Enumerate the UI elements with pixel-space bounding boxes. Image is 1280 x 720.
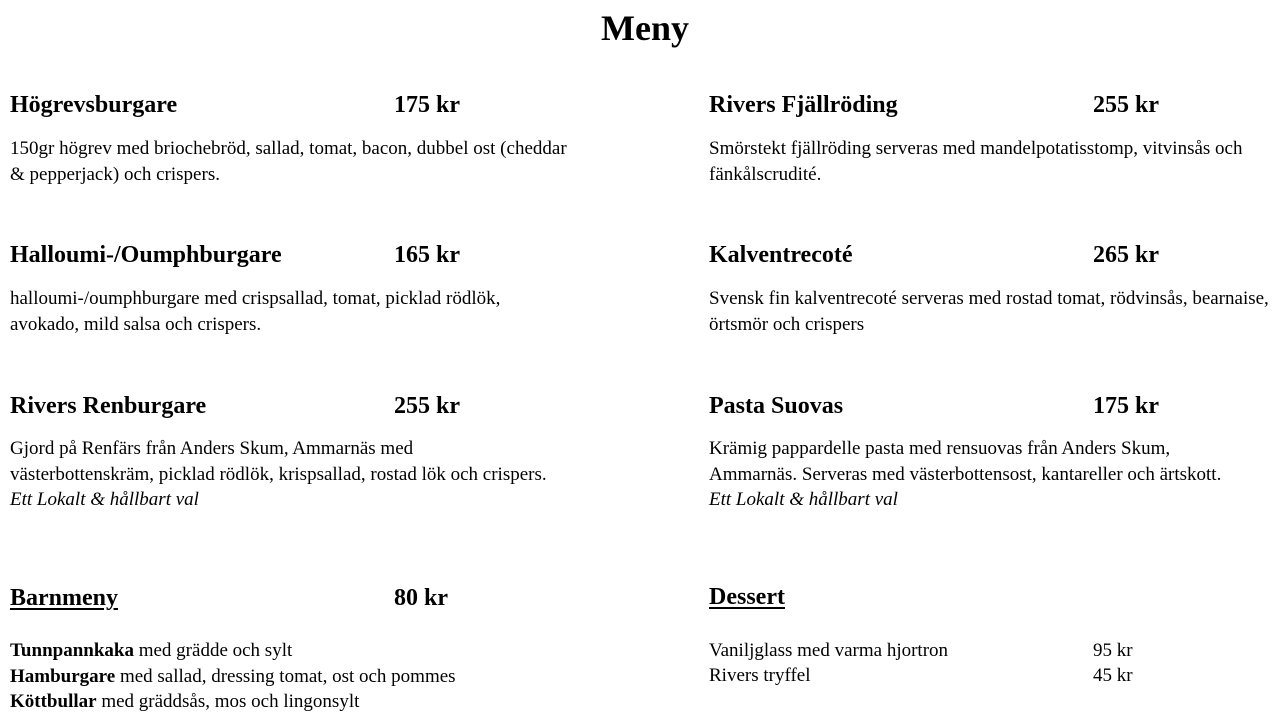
item-price: 175 kr: [1093, 393, 1159, 419]
kids-menu-item: [10, 664, 570, 690]
kids-menu-price: 80 kr: [394, 585, 448, 611]
item-description: 150gr högrev med briochebröd, sallad, tomat, bacon, dubbel ost (cheddar & pepperjack) och crispers.: [10, 138, 567, 185]
item-name: Högrevsburgare: [10, 92, 178, 118]
dessert-heading: Dessert: [709, 584, 785, 610]
item-description: Smörstekt fjällröding serveras med mandelpotatisstomp, vitvinsås och fänkålscrudité.: [709, 138, 1243, 185]
item-description-text: Gjord på Renfärs från Anders Skum, Ammarnäs med västerbottenskräm, picklad rödlök, krispsallad, rostad lök och crispers.: [10, 438, 547, 485]
item-name: Rivers Fjällröding: [709, 92, 898, 118]
kids-menu-heading: Barnmeny: [10, 585, 118, 611]
item-price: 265 kr: [1093, 242, 1159, 268]
item-name: Halloumi-/Oumphburgare: [10, 242, 282, 268]
item-price: 255 kr: [394, 393, 460, 419]
item-description: [10, 436, 555, 513]
page-title: Meny: [601, 8, 689, 48]
sustainability-note: Ett Lokalt & hållbart val: [709, 489, 898, 510]
sustainability-note: Ett Lokalt & hållbart val: [10, 489, 199, 510]
dessert-item-price: 95 kr: [1093, 640, 1133, 661]
kids-dish-desc: med sallad, dressing tomat, ost och pommes: [115, 665, 456, 687]
kids-dish-name: Köttbullar: [10, 691, 97, 712]
item-name: Pasta Suovas: [709, 393, 844, 419]
kids-menu-item: [10, 689, 570, 715]
item-description: halloumi-/oumphburgare med crispsallad, tomat, picklad rödlök, avokado, mild salsa och crispers.: [10, 288, 501, 335]
kids-menu-item: [10, 638, 570, 664]
dessert-item-name: Vaniljglass med varma hjortron: [709, 640, 949, 661]
dessert-item-price: 45 kr: [1093, 665, 1133, 686]
item-price: 255 kr: [1093, 92, 1159, 118]
item-price: 165 kr: [394, 242, 460, 268]
kids-menu-list: [10, 638, 570, 715]
kids-dish-desc: med gräddsås, mos och lingonsylt: [96, 691, 360, 712]
kids-dish-name: Hamburgare: [10, 665, 116, 687]
item-price: 175 kr: [394, 92, 460, 118]
item-description: Svensk fin kalventrecoté serveras med rostad tomat, rödvinsås, bearnaise, örtsmör och crispers: [709, 288, 1269, 335]
item-name: Rivers Renburgare: [10, 393, 207, 419]
item-description-text: Krämig pappardelle pasta med rensuovas från Anders Skum, Ammarnäs. Serveras med västerbottensost, kantareller och ärtskott.: [709, 438, 1222, 485]
kids-dish-desc: med grädde och sylt: [133, 640, 293, 661]
item-name: Kalventrecoté: [709, 242, 853, 268]
item-description: [709, 436, 1239, 513]
kids-dish-name: Tunnpannkaka: [10, 640, 134, 661]
dessert-item-name: Rivers tryffel: [709, 665, 811, 686]
